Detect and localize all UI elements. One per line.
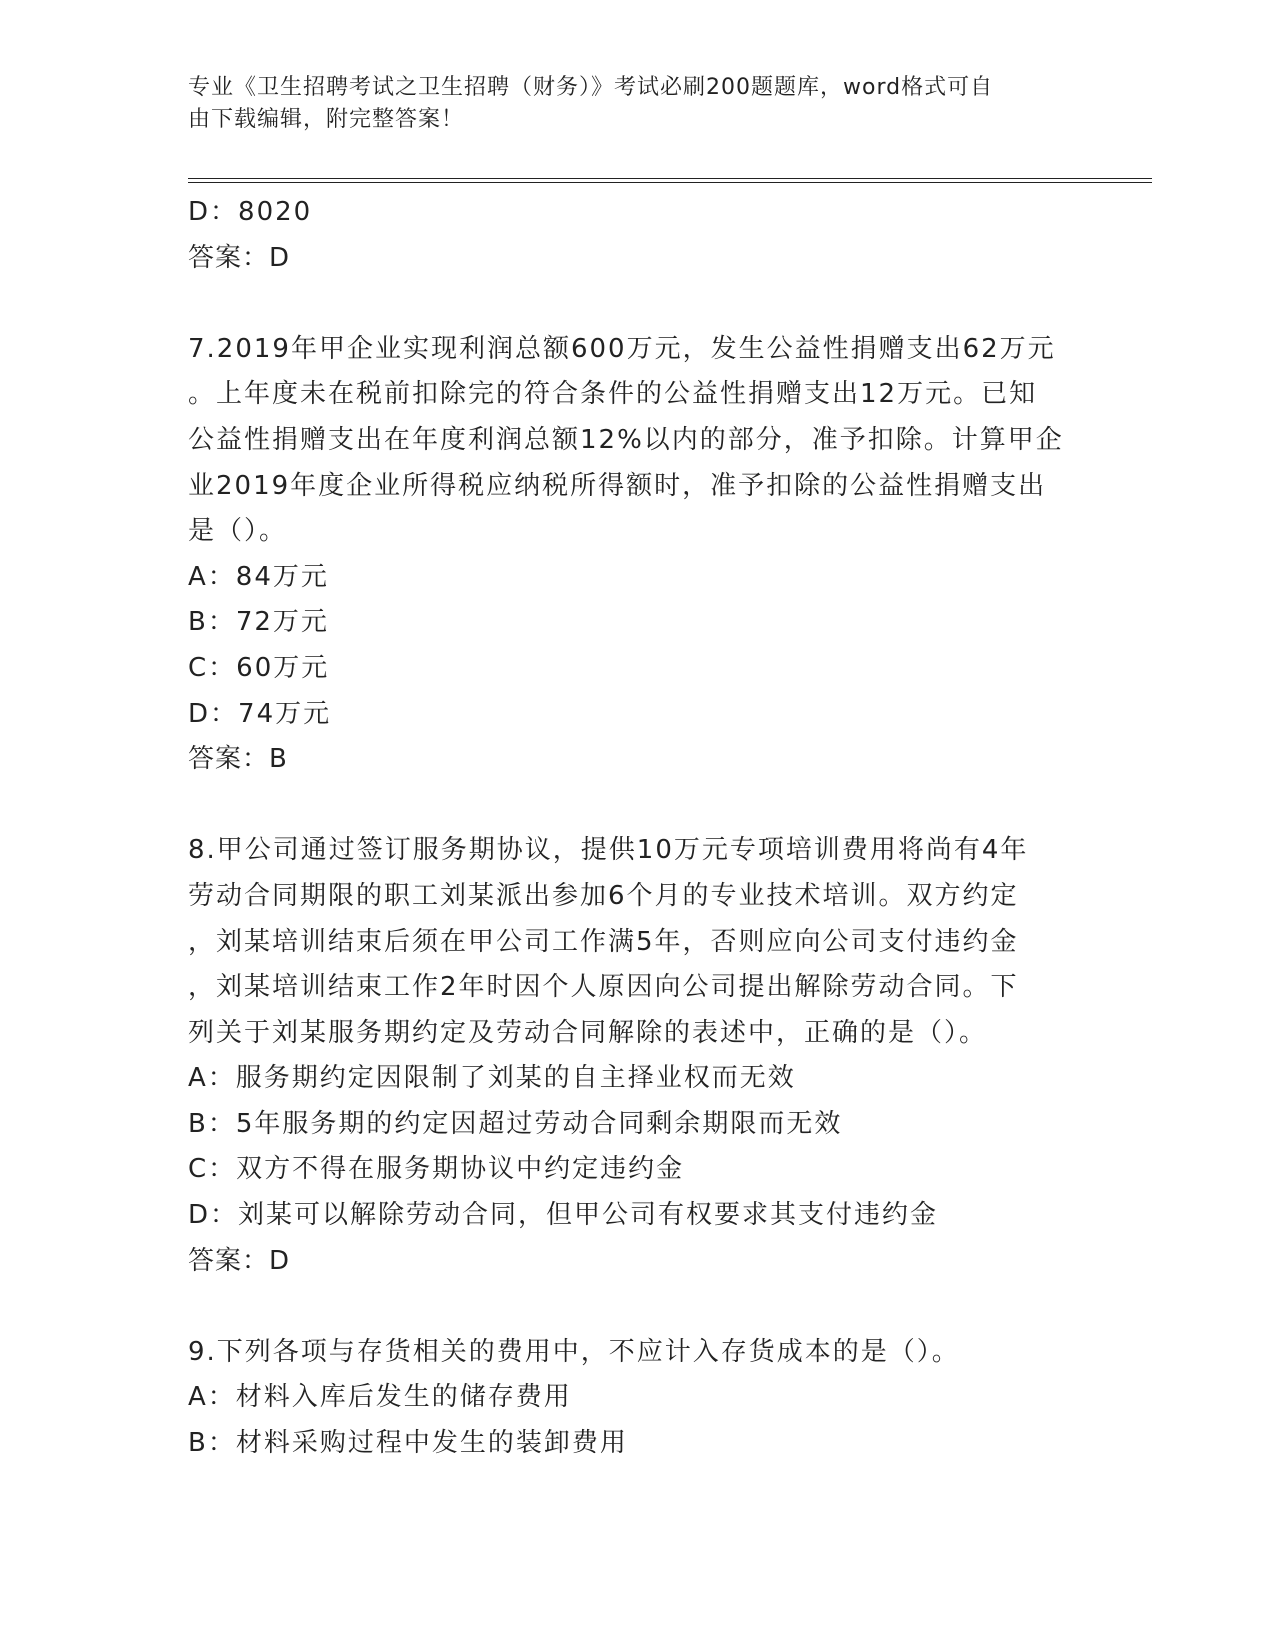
q7-option-b: B：72万元: [188, 607, 329, 638]
question-8: [188, 828, 1088, 1284]
q9-stem-line-1: 9.下列各项与存货相关的费用中，不应计入存货成本的是（）。: [188, 1336, 960, 1367]
q8-option-b: B：5年服务期的约定因超过劳动合同剩余期限而无效: [188, 1108, 843, 1139]
document-body: [188, 190, 1088, 1467]
q7-option-d: D：74万元: [188, 698, 332, 729]
spacer: [188, 1284, 1088, 1330]
q7-stem-line-1: 7.2019年甲企业实现利润总额600万元，发生公益性捐赠支出62万元: [188, 333, 1056, 364]
q8-stem-line-3: ，刘某培训结束后须在甲公司工作满5年，否则应向公司支付违约金: [188, 926, 1019, 957]
header-title-line-1: 专业《卫生招聘考试之卫生招聘（财务）》考试必刷200题题库，word格式可自: [188, 75, 994, 100]
q6-option-d: D：8020: [188, 197, 313, 227]
q6-answer: 答案：D: [188, 242, 291, 273]
spacer: [188, 783, 1088, 829]
q8-stem-line-5: 列关于刘某服务期约定及劳动合同解除的表述中，正确的是（）。: [188, 1017, 988, 1048]
q7-stem-line-4: 业2019年度企业所得税应纳税所得额时，准予扣除的公益性捐赠支出: [188, 470, 1047, 501]
spacer: [188, 281, 1088, 327]
q8-option-d: D：刘某可以解除劳动合同，但甲公司有权要求其支付违约金: [188, 1200, 939, 1231]
q8-option-a: A：服务期约定因限制了刘某的自主择业权而无效: [188, 1063, 796, 1094]
question-7: [188, 327, 1088, 783]
document-header: [188, 72, 1068, 136]
q7-stem-line-2: 。上年度未在税前扣除完的符合条件的公益性捐赠支出12万元。已知: [188, 379, 1038, 410]
q8-answer: 答案：D: [188, 1245, 291, 1276]
q7-stem-line-5: 是（）。: [188, 516, 288, 547]
q8-option-c: C：双方不得在服务期协议中约定违约金: [188, 1154, 685, 1185]
q8-stem-line-4: ，刘某培训结束工作2年时因个人原因向公司提出解除劳动合同。下: [188, 972, 1019, 1003]
q9-option-b: B：材料采购过程中发生的装卸费用: [188, 1428, 628, 1459]
q9-option-a: A：材料入库后发生的储存费用: [188, 1382, 572, 1413]
q7-option-c: C：60万元: [188, 652, 330, 683]
question-9: [188, 1330, 1088, 1467]
q8-stem-line-2: 劳动合同期限的职工刘某派出参加6个月的专业技术培训。双方约定: [188, 880, 1019, 911]
header-divider-bottom: [188, 182, 1152, 183]
q7-option-a: A：84万元: [188, 561, 329, 592]
q7-stem-line-3: 公益性捐赠支出在年度利润总额12%以内的部分，准予扣除。计算甲企: [188, 424, 1064, 455]
q8-stem-line-1: 8.甲公司通过签订服务期协议，提供10万元专项培训费用将尚有4年: [188, 835, 1029, 866]
q7-answer: 答案：B: [188, 744, 288, 775]
header-divider-top: [188, 178, 1152, 179]
header-title-line-2: 由下载编辑，附完整答案！: [188, 107, 465, 132]
